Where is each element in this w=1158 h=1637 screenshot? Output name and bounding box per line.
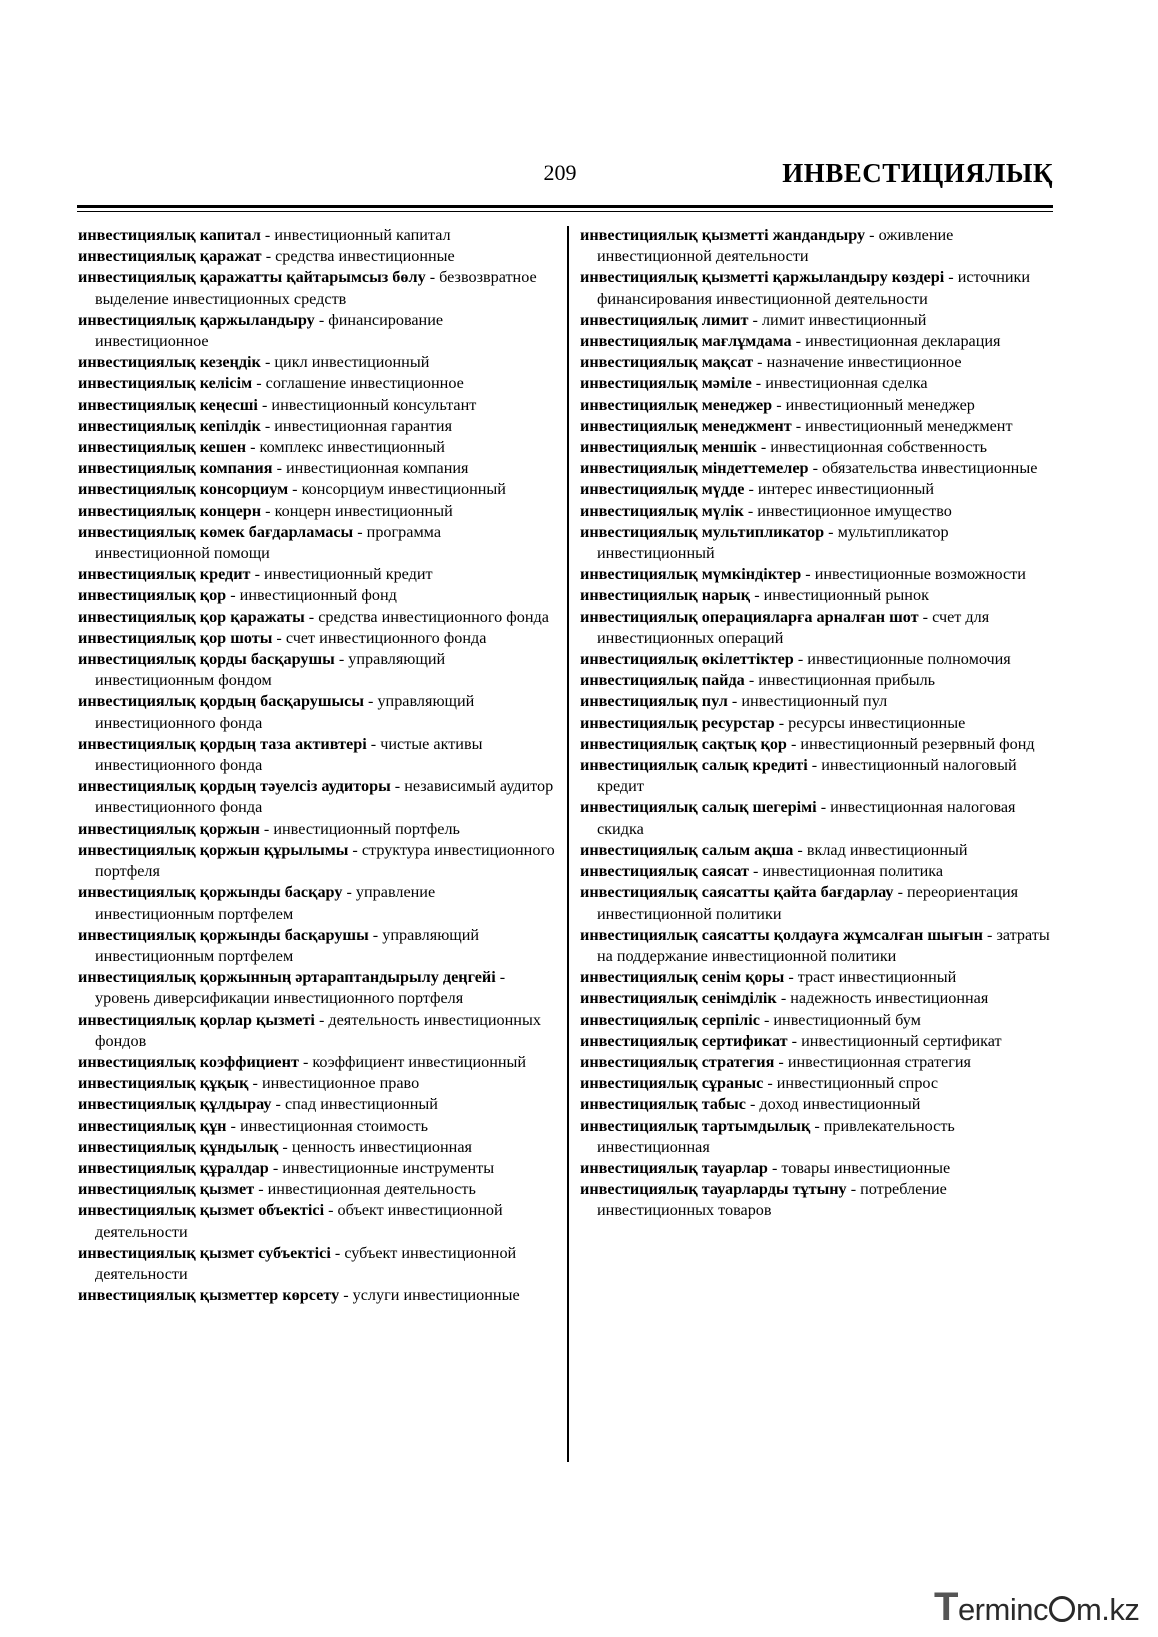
entry-definition: инвестиционная прибыль	[758, 671, 936, 690]
right-column	[580, 225, 1060, 1222]
entry-definition: инвестиционный пул	[741, 692, 888, 711]
header-rule-thin	[77, 211, 1053, 212]
entry-definition: товары инвестиционные	[781, 1158, 951, 1177]
entry-definition: услуги инвестиционные	[352, 1286, 520, 1305]
entry-term: инвестициялық құн	[78, 1116, 227, 1135]
entry-term: инвестициялық тартымдылық	[580, 1116, 811, 1135]
entry-definition: инвестиционная налоговая скидка	[597, 798, 1016, 838]
entry-definition: независимый аудитор инвестиционного фонда	[95, 777, 554, 817]
dictionary-entry: инвестициялық кешен - комплекс инвестиционный	[78, 438, 445, 457]
entry-definition: инвестиционный менеджмент	[805, 416, 1013, 435]
dictionary-entry: инвестициялық менеджмент - инвестиционный менеджмент	[580, 416, 1013, 435]
entry-term: инвестициялық сертификат	[580, 1031, 788, 1050]
entry-term: инвестициялық лимит	[580, 310, 749, 329]
entry-definition: мультипликатор инвестиционный	[597, 522, 949, 563]
dictionary-entry: инвестициялық қызмет объектісі - объект инвестиционной деятельности	[78, 1201, 503, 1241]
entry-term: инвестициялық меншік	[580, 438, 757, 457]
entry-term: инвестициялық табыс	[580, 1095, 746, 1114]
entry-term: инвестициялық қордың таза активтері	[78, 734, 367, 753]
entry-definition: инвестиционный фонд	[239, 586, 397, 605]
entry-term: инвестициялық сұраныс	[580, 1074, 764, 1093]
dictionary-entry: инвестициялық мүмкіндіктер - инвестиционные возможности	[580, 565, 1026, 584]
entry-term: инвестициялық қордың басқарушысы	[78, 692, 364, 711]
entry-definition: управляющий инвестиционным фондом	[95, 650, 446, 690]
dictionary-entry: инвестициялық көмек бағдарламасы - программа инвестиционной помощи	[78, 522, 442, 563]
entry-term: инвестициялық қызметті жандандыру	[580, 226, 866, 244]
entry-definition: инвестиционный резервный фонд	[800, 734, 1035, 753]
entry-definition: счет инвестиционного фонда	[285, 628, 487, 647]
entry-definition: инвестиционный сертификат	[801, 1031, 1002, 1050]
entry-term: инвестициялық саясатты қолдауға жұмсалған шығын	[580, 925, 983, 944]
dictionary-entry: инвестициялық саясатты қайта бағдарлау - переориентация инвестиционной политики	[580, 883, 1019, 923]
entry-definition: программа инвестиционной помощи	[95, 522, 442, 563]
dictionary-entry: инвестициялық мақсат - назначение инвестиционное	[580, 353, 962, 372]
entry-term: инвестициялық тауарлар	[580, 1158, 768, 1177]
entry-term: инвестициялық мүлік	[580, 501, 744, 520]
entry-term: инвестициялық менеджмент	[580, 416, 792, 435]
entry-term: инвестициялық өкілеттіктер	[580, 650, 794, 669]
dictionary-entry: инвестициялық қор қаражаты - средства инвестиционного фонда	[78, 607, 549, 626]
entry-definition: инвестиционный спрос	[776, 1074, 939, 1093]
entry-definition: консорциум инвестиционный	[301, 480, 506, 499]
dictionary-entry: инвестициялық сертификат - инвестиционный сертификат	[580, 1031, 1002, 1050]
entry-definition: траст инвестиционный	[797, 968, 957, 987]
entry-definition: инвестиционные полномочия	[807, 650, 1011, 669]
dictionary-entry: инвестициялық қаражат - средства инвестиционные	[78, 247, 455, 266]
entry-term: инвестициялық келісім	[78, 374, 253, 393]
dictionary-entry: инвестициялық сұраныс - инвестиционный спрос	[580, 1074, 939, 1093]
dictionary-entry: инвестициялық мүлік - инвестиционное имущество	[580, 501, 952, 520]
entry-definition: управление инвестиционным портфелем	[95, 883, 436, 923]
entry-definition: инвестиционные инструменты	[282, 1158, 495, 1177]
dictionary-entry: инвестициялық қаражатты қайтарымсыз бөлу - безвозвратное выделение инвестиционных средств	[78, 268, 537, 308]
entry-term: инвестициялық қорды басқарушы	[78, 650, 335, 669]
dictionary-entry: инвестициялық мүдде - интерес инвестиционный	[580, 480, 935, 499]
entry-term: инвестициялық құқық	[78, 1074, 249, 1093]
page-number: 209	[543, 160, 577, 185]
entry-term: инвестициялық қызмет	[78, 1180, 255, 1199]
entry-term: инвестициялық нарық	[580, 586, 751, 605]
entry-definition: финансирование инвестиционное	[95, 310, 444, 351]
entry-definition: инвестиционная сделка	[765, 374, 928, 393]
dictionary-entry: инвестициялық салық кредиті - инвестиционный налоговый кредит	[580, 756, 1017, 796]
entry-definition: инвестиционный рынок	[763, 586, 929, 605]
dictionary-entry: инвестициялық қор шоты - счет инвестиционного фонда	[78, 628, 487, 647]
dictionary-entry: инвестициялық консорциум - консорциум инвестиционный	[78, 480, 506, 499]
dictionary-entry: инвестициялық ресурстар - ресурсы инвестиционные	[580, 713, 966, 732]
termincom-watermark: Terminc m.kz	[934, 1585, 1140, 1629]
entry-term: инвестициялық кеңесші	[78, 395, 258, 414]
entry-definition: инвестиционный кредит	[264, 565, 433, 584]
entry-definition: деятельность инвестиционных фондов	[95, 1010, 541, 1050]
entry-term: инвестициялық мақсат	[580, 353, 754, 372]
dictionary-entry: инвестициялық қоржынды басқарушы - управляющий инвестиционным портфелем	[78, 925, 480, 965]
dictionary-entry: инвестициялық табыс - доход инвестиционный	[580, 1095, 921, 1114]
dictionary-entry: инвестициялық кезеңдік - цикл инвестиционный	[78, 353, 430, 372]
entry-definition: уровень диверсификации инвестиционного портфеля	[95, 989, 464, 1008]
dictionary-entry: инвестициялық кредит - инвестиционный кредит	[78, 565, 433, 584]
entry-definition: инвестиционный бум	[773, 1010, 921, 1029]
entry-term: инвестициялық қоржынды басқарушы	[78, 925, 369, 944]
dictionary-entry: инвестициялық коэффициент - коэффициент инвестиционный	[78, 1052, 527, 1071]
entry-term: инвестициялық қордың тәуелсіз аудиторы	[78, 777, 391, 796]
entry-definition: инвестиционная декларация	[805, 332, 1001, 351]
entry-definition: привлекательность инвестиционная	[597, 1116, 955, 1156]
entry-term: инвестициялық коэффициент	[78, 1052, 299, 1071]
entry-term: инвестициялық мағлұмдама	[580, 332, 792, 351]
entry-term: инвестициялық компания	[78, 459, 273, 478]
dictionary-entry: инвестициялық міндеттемелер - обязательства инвестиционные	[580, 459, 1038, 478]
entry-definition: счет для инвестиционных операций	[597, 607, 990, 647]
entry-term: инвестициялық концерн	[78, 501, 262, 520]
entry-definition: инвестиционное право	[261, 1074, 420, 1093]
entry-definition: вклад инвестиционный	[806, 840, 968, 859]
entry-definition: субъект инвестиционной деятельности	[95, 1243, 517, 1283]
dictionary-entry: инвестициялық қор - инвестиционный фонд	[78, 586, 397, 605]
dictionary-entry: инвестициялық құралдар - инвестиционные инструменты	[78, 1158, 495, 1177]
entry-term: инвестициялық қызмет субъектісі	[78, 1243, 331, 1262]
entry-definition: инвестиционные возможности	[814, 565, 1026, 584]
entry-term: инвестициялық мүмкіндіктер	[580, 565, 802, 584]
entry-term: инвестициялық құндылық	[78, 1137, 279, 1156]
dictionary-entry: инвестициялық стратегия - инвестиционная стратегия	[580, 1052, 971, 1071]
entry-term: инвестициялық қоржынның әртараптандырылу деңгейі	[78, 968, 496, 987]
dictionary-entry: инвестициялық қоржын - инвестиционный портфель	[78, 819, 460, 838]
entry-term: инвестициялық пул	[580, 692, 728, 711]
dictionary-entry: инвестициялық капитал - инвестиционный капитал	[78, 226, 451, 244]
entry-term: инвестициялық мәміле	[580, 374, 752, 393]
dictionary-entry: инвестициялық қорлар қызметі - деятельность инвестиционных фондов	[78, 1010, 541, 1050]
entry-term: инвестициялық құралдар	[78, 1158, 269, 1177]
entry-term: инвестициялық кредит	[78, 565, 251, 584]
dictionary-entry: инвестициялық қордың таза активтері - чистые активы инвестиционного фонда	[78, 734, 483, 775]
entry-definition: инвестиционный менеджер	[785, 395, 975, 414]
entry-definition: инвестиционная стратегия	[787, 1052, 971, 1071]
entry-term: инвестициялық капитал	[78, 226, 261, 244]
entry-term: инвестициялық салық кредиті	[580, 756, 808, 775]
entry-term: инвестициялық қорлар қызметі	[78, 1010, 315, 1029]
entry-definition: безвозвратное выделение инвестиционных средств	[95, 268, 537, 308]
dictionary-entry: инвестициялық мультипликатор - мультипликатор инвестиционный	[580, 522, 949, 563]
dictionary-entry: инвестициялық саясатты қолдауға жұмсалған шығын - затраты на поддержание инвестиционной политики	[580, 925, 1050, 965]
entry-term: инвестициялық тауарларды тұтыну	[580, 1180, 847, 1199]
entry-term: инвестициялық саясат	[580, 862, 749, 881]
dictionary-entry: инвестициялық өкілеттіктер - инвестиционные полномочия	[580, 650, 1011, 669]
header-rule-thick	[77, 205, 1053, 208]
dictionary-entry: инвестициялық пул - инвестиционный пул	[580, 692, 888, 711]
dictionary-entry: инвестициялық концерн - концерн инвестиционный	[78, 501, 453, 520]
dictionary-entry: инвестициялық кепілдік - инвестиционная гарантия	[78, 416, 453, 435]
globe-icon	[1049, 1596, 1075, 1622]
entry-term: инвестициялық қызметті қаржыландыру көздері	[580, 268, 945, 287]
entry-definition: спад инвестиционный	[284, 1095, 438, 1114]
dictionary-entry: инвестициялық салым ақша - вклад инвестиционный	[580, 840, 968, 859]
dictionary-entry: инвестициялық сенімділік - надежность инвестиционная	[580, 989, 989, 1008]
dictionary-entry: инвестициялық қорды басқарушы - управляющий инвестиционным фондом	[78, 650, 446, 690]
dictionary-entry: инвестициялық қоржынның әртараптандырылу деңгейі - уровень диверсификации инвестиционного портфеля	[78, 968, 506, 1008]
entry-term: инвестициялық мүдде	[580, 480, 745, 499]
dictionary-entry: инвестициялық саясат - инвестиционная политика	[580, 862, 944, 881]
left-column	[78, 225, 558, 1306]
entry-term: инвестициялық мультипликатор	[580, 522, 825, 541]
entry-term: инвестициялық консорциум	[78, 480, 289, 499]
dictionary-entry: инвестициялық құлдырау - спад инвестиционный	[78, 1095, 438, 1114]
dictionary-entry: инвестициялық тартымдылық - привлекательность инвестиционная	[580, 1116, 955, 1156]
entry-definition: доход инвестиционный	[759, 1095, 921, 1114]
entry-term: инвестициялық сенімділік	[580, 989, 777, 1008]
entry-term: инвестициялық серпіліс	[580, 1010, 760, 1029]
entry-term: инвестициялық менеджер	[580, 395, 773, 414]
dictionary-entry: инвестициялық нарық - инвестиционный рынок	[580, 586, 929, 605]
entry-term: инвестициялық қаражатты қайтарымсыз бөлу	[78, 268, 426, 287]
dictionary-entry: инвестициялық сақтық қор - инвестиционный резервный фонд	[580, 734, 1035, 753]
dictionary-entry: инвестициялық құн - инвестиционная стоимость	[78, 1116, 428, 1135]
dictionary-entry: инвестициялық мағлұмдама - инвестиционная декларация	[580, 332, 1001, 351]
entry-term: инвестициялық қызметтер көрсету	[78, 1286, 340, 1305]
dictionary-entry: инвестициялық қаржыландыру - финансирование инвестиционное	[78, 310, 444, 351]
entry-definition: средства инвестиционные	[275, 247, 455, 266]
entry-term: инвестициялық қоржынды басқару	[78, 883, 343, 902]
entry-term: инвестициялық көмек бағдарламасы	[78, 522, 354, 541]
entry-definition: инвестиционная стоимость	[239, 1116, 428, 1135]
entry-definition: инвестиционная гарантия	[274, 416, 453, 435]
entry-term: инвестициялық саясатты қайта бағдарлау	[580, 883, 894, 902]
entry-definition: переориентация инвестиционной политики	[597, 883, 1019, 923]
entry-definition: инвестиционная политика	[762, 862, 944, 881]
dictionary-entry: инвестициялық компания - инвестиционная компания	[78, 459, 469, 478]
dictionary-entry: инвестициялық мәміле - инвестиционная сделка	[580, 374, 928, 393]
entry-definition: источники финансирования инвестиционной деятельности	[597, 268, 1031, 308]
entry-definition: комплекс инвестиционный	[259, 438, 445, 457]
entry-definition: затраты на поддержание инвестиционной политики	[597, 925, 1050, 965]
entry-definition: инвестиционная деятельность	[267, 1180, 476, 1199]
dictionary-entry: инвестициялық қордың тәуелсіз аудиторы - независимый аудитор инвестиционного фонда	[78, 777, 554, 817]
dictionary-entry: инвестициялық кеңесші - инвестиционный консультант	[78, 395, 477, 414]
entry-term: инвестициялық ресурстар	[580, 713, 775, 732]
entry-term: инвестициялық операцияларға арналған шот	[580, 607, 919, 626]
entry-definition: надежность инвестиционная	[790, 989, 989, 1008]
entry-definition: ресурсы инвестиционные	[788, 713, 966, 732]
entry-definition: инвестиционная компания	[286, 459, 469, 478]
entry-term: инвестициялық сақтық қор	[580, 734, 787, 753]
dictionary-entry: инвестициялық қызметті қаржыландыру көздері - источники финансирования инвестиционной деятельности	[580, 268, 1031, 308]
dictionary-entry: инвестициялық қызмет - инвестиционная деятельность	[78, 1180, 476, 1199]
dictionary-entry: инвестициялық құқық - инвестиционное право	[78, 1074, 420, 1093]
entry-definition: обязательства инвестиционные	[822, 459, 1038, 478]
dictionary-entry: инвестициялық серпіліс - инвестиционный бум	[580, 1010, 921, 1029]
entry-definition: средства инвестиционного фонда	[318, 607, 549, 626]
entry-definition: инвестиционное имущество	[757, 501, 952, 520]
dictionary-entry: инвестициялық қызметті жандандыру - оживление инвестиционной деятельности	[580, 226, 954, 266]
dictionary-entry: инвестициялық меншік - инвестиционная собственность	[580, 438, 988, 457]
dictionary-entry: инвестициялық қоржын құрылымы - структура инвестиционного портфеля	[78, 840, 555, 881]
entry-definition: лимит инвестиционный	[761, 310, 927, 329]
entry-definition: управляющий инвестиционным портфелем	[95, 925, 480, 965]
entry-term: инвестициялық құлдырау	[78, 1095, 272, 1114]
entry-term: инвестициялық қызмет объектісі	[78, 1201, 325, 1220]
entry-definition: потребление инвестиционных товаров	[597, 1180, 947, 1220]
dictionary-entry: инвестициялық қоржынды басқару - управление инвестиционным портфелем	[78, 883, 436, 923]
entry-definition: инвестиционный портфель	[273, 819, 460, 838]
entry-definition: назначение инвестиционное	[766, 353, 962, 372]
entry-term: инвестициялық пайда	[580, 671, 745, 690]
dictionary-entry: инвестициялық қызмет субъектісі - субъект инвестиционной деятельности	[78, 1243, 517, 1283]
entry-term: инвестициялық кепілдік	[78, 416, 261, 435]
entry-term: инвестициялық стратегия	[580, 1052, 775, 1071]
entry-term: инвестициялық қоржын	[78, 819, 260, 838]
entry-definition: коэффициент инвестиционный	[312, 1052, 527, 1071]
dictionary-entry: инвестициялық тауарларды тұтыну - потребление инвестиционных товаров	[580, 1180, 947, 1220]
entry-definition: чистые активы инвестиционного фонда	[95, 734, 483, 775]
dictionary-entry: инвестициялық операцияларға арналған шот - счет для инвестиционных операций	[580, 607, 990, 647]
entry-definition: инвестиционная собственность	[770, 438, 988, 457]
entry-term: инвестициялық қаржыландыру	[78, 310, 315, 329]
dictionary-entry: инвестициялық пайда - инвестиционная прибыль	[580, 671, 936, 690]
entry-definition: цикл инвестиционный	[274, 353, 430, 372]
entry-definition: инвестиционный налоговый кредит	[597, 756, 1017, 796]
entry-definition: интерес инвестиционный	[757, 480, 935, 499]
column-divider	[567, 226, 569, 1462]
dictionary-entry: инвестициялық қордың басқарушысы - управляющий инвестиционного фонда	[78, 692, 475, 732]
entry-term: инвестициялық салық шегерімі	[580, 798, 817, 817]
dictionary-entry: инвестициялық менеджер - инвестиционный менеджер	[580, 395, 975, 414]
entry-definition: концерн инвестиционный	[274, 501, 453, 520]
dictionary-entry: инвестициялық лимит - лимит инвестиционный	[580, 310, 927, 329]
entry-definition: структура инвестиционного портфеля	[95, 840, 555, 881]
dictionary-entry: инвестициялық сенім қоры - траст инвестиционный	[580, 968, 957, 987]
dictionary-entry: инвестициялық қызметтер көрсету - услуги инвестиционные	[78, 1286, 520, 1305]
entry-term: инвестициялық қоржын құрылымы	[78, 840, 349, 859]
entry-term: инвестициялық салым ақша	[580, 840, 794, 859]
dictionary-entry: инвестициялық келісім - соглашение инвестиционное	[78, 374, 464, 393]
entry-term: инвестициялық міндеттемелер	[580, 459, 809, 478]
entry-term: инвестициялық қор шоты	[78, 628, 273, 647]
entry-definition: соглашение инвестиционное	[265, 374, 464, 393]
entry-term: инвестициялық қор қаражаты	[78, 607, 305, 626]
entry-definition: управляющий инвестиционного фонда	[95, 692, 475, 732]
entry-definition: оживление инвестиционной деятельности	[597, 226, 954, 266]
dictionary-entry: инвестициялық құндылық - ценность инвестиционная	[78, 1137, 472, 1156]
entry-term: инвестициялық сенім қоры	[580, 968, 785, 987]
entry-definition: инвестиционный капитал	[274, 226, 451, 244]
entry-term: инвестициялық қаражат	[78, 247, 262, 266]
entry-definition: инвестиционный консультант	[271, 395, 477, 414]
dictionary-entry: инвестициялық тауарлар - товары инвестиционные	[580, 1158, 951, 1177]
entry-definition: объект инвестиционной деятельности	[95, 1201, 503, 1241]
entry-term: инвестициялық кешен	[78, 438, 247, 457]
entry-term: инвестициялық кезеңдік	[78, 353, 261, 372]
dictionary-entry: инвестициялық салық шегерімі - инвестиционная налоговая скидка	[580, 798, 1016, 838]
running-head-title: ИНВЕСТИЦИЯЛЫҚ	[782, 158, 1053, 188]
entry-term: инвестициялық қор	[78, 586, 227, 605]
entry-definition: ценность инвестиционная	[291, 1137, 472, 1156]
